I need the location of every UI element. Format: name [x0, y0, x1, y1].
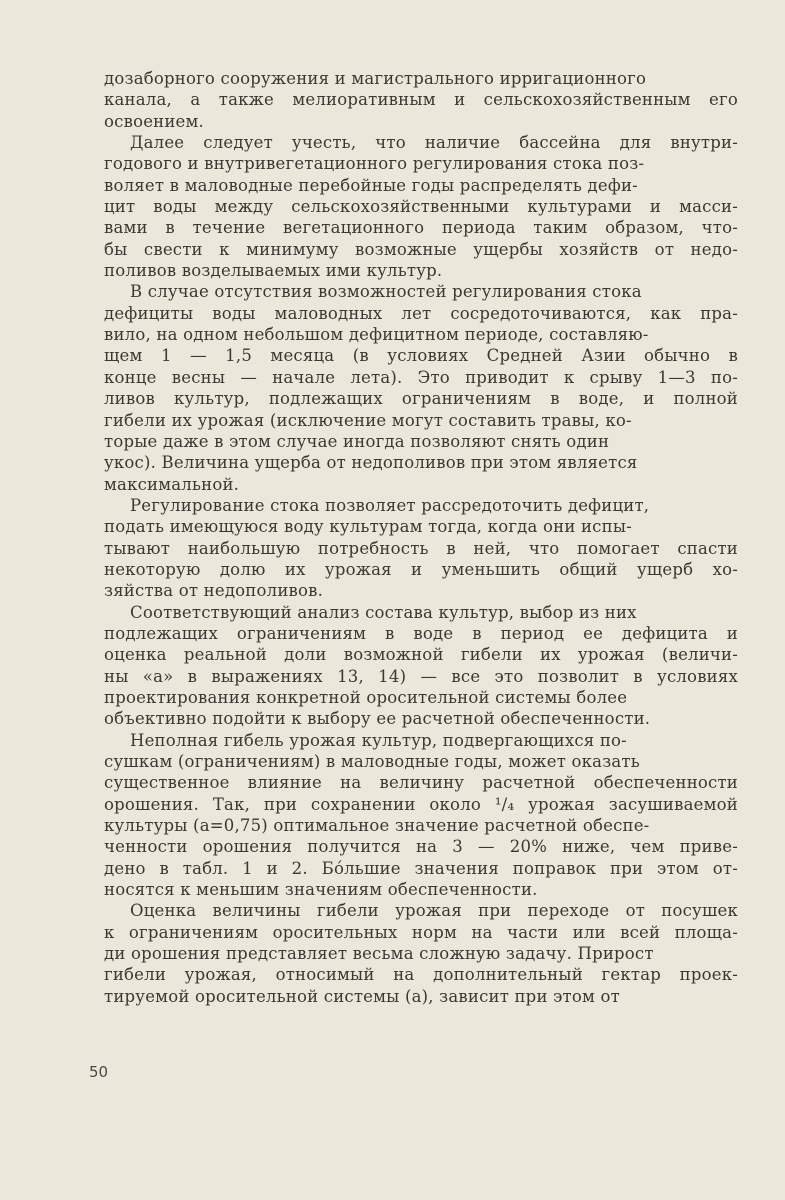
text-line: носятся к меньшим значениям обеспеченности.: [104, 880, 538, 900]
text-line: к ограничениям оросительных норм на части или всей площа-: [104, 922, 738, 942]
text-line: канала, а также мелиоративным и сельскохозяйственным его: [104, 90, 738, 110]
page-number: 50: [89, 1063, 109, 1081]
text-line: объективно подойти к выбору ее расчетной обеспеченности.: [104, 709, 651, 729]
text-line: поливов возделываемых ими культур.: [104, 261, 443, 281]
text-line: подлежащих ограничениям в воде в период ее дефицита и: [104, 623, 738, 643]
text-line: Соответствующий анализ состава культур, выбор из них: [130, 602, 637, 622]
body-text: [104, 68, 738, 1007]
text-line: орошения. Так, при сохранении около ¹/₄ урожая засушиваемой: [104, 794, 738, 814]
text-line: В случае отсутствия возможностей регулирования стока: [130, 282, 642, 302]
text-line: ди орошения представляет весьма сложную задачу. Прирост: [104, 944, 654, 964]
text-line: подать имеющуюся воду культурам тогда, когда они испы-: [104, 517, 632, 537]
text-line: дефициты воды маловодных лет сосредоточиваются, как пра-: [104, 303, 738, 323]
text-line: Неполная гибель урожая культур, подвергающихся по-: [130, 730, 627, 750]
text-line: сушкам (ограничениям) в маловодные годы, может оказать: [104, 752, 640, 771]
text-line: гибели урожая, относимый на дополнительный гектар проек-: [104, 965, 738, 985]
text-line: оценка реальной доли возможной гибели их урожая (величи-: [104, 645, 738, 665]
text-line: укос). Величина ущерба от недополивов при этом является: [104, 453, 638, 473]
text-line: бы свести к минимуму возможные ущербы хозяйств от недо-: [104, 239, 738, 259]
text-line: проектирования конкретной оросительной системы более: [104, 687, 628, 707]
text-line: воляет в маловодные перебойные годы распределять дефи-: [104, 175, 638, 195]
text-line: существенное влияние на величину расчетной обеспеченности: [104, 773, 738, 793]
text-line: щем 1 — 1,5 месяца (в условиях Средней Азии обычно в: [104, 346, 738, 366]
text-line: максимальной.: [104, 474, 240, 494]
text-line: тируемой оросительной системы (a), зависит при этом от: [104, 986, 620, 1006]
text-line: годового и внутривегетационного регулирования стока поз-: [104, 154, 645, 174]
text-line: зяйства от недополивов.: [104, 581, 324, 601]
text-line: освоением.: [104, 111, 205, 131]
text-line: вами в течение вегетационного периода таким образом, что-: [104, 218, 738, 238]
text-line: цит воды между сельскохозяйственными культурами и масси-: [104, 197, 738, 217]
text-line: тывают наибольшую потребность в ней, что помогает спасти: [104, 538, 738, 558]
text-line: вило, на одном небольшом дефицитном периоде, составляю-: [104, 325, 649, 345]
text-line: гибели их урожая (исключение могут составить травы, ко-: [104, 410, 632, 430]
text-line: дено в табл. 1 и 2. Бо́льшие значения поправок при этом от-: [104, 858, 738, 878]
text-line: Регулирование стока позволяет рассредоточить дефицит,: [130, 495, 650, 515]
text-line: ны «a» в выражениях 13, 14) — все это позволит в условиях: [104, 666, 738, 686]
text-line: некоторую долю их урожая и уменьшить общий ущерб хо-: [104, 559, 738, 579]
text-line: ливов культур, подлежащих ограничениям в воде, и полной: [104, 389, 738, 409]
text-line: торые даже в этом случае иногда позволяют снять один: [104, 431, 610, 451]
text-line: культуры (a=0,75) оптимальное значение расчетной обеспе-: [104, 816, 650, 836]
text-line: дозаборного сооружения и магистрального ирригационного: [104, 69, 647, 88]
text-line: ченности орошения получится на 3 — 20% ниже, чем приве-: [104, 837, 738, 857]
text-line: Оценка величины гибели урожая при переходе от посушек: [130, 901, 738, 921]
text-line: Далее следует учесть, что наличие бассейна для внутри-: [130, 133, 738, 153]
text-line: конце весны — начале лета). Это приводит к срыву 1—3 по-: [104, 367, 738, 387]
